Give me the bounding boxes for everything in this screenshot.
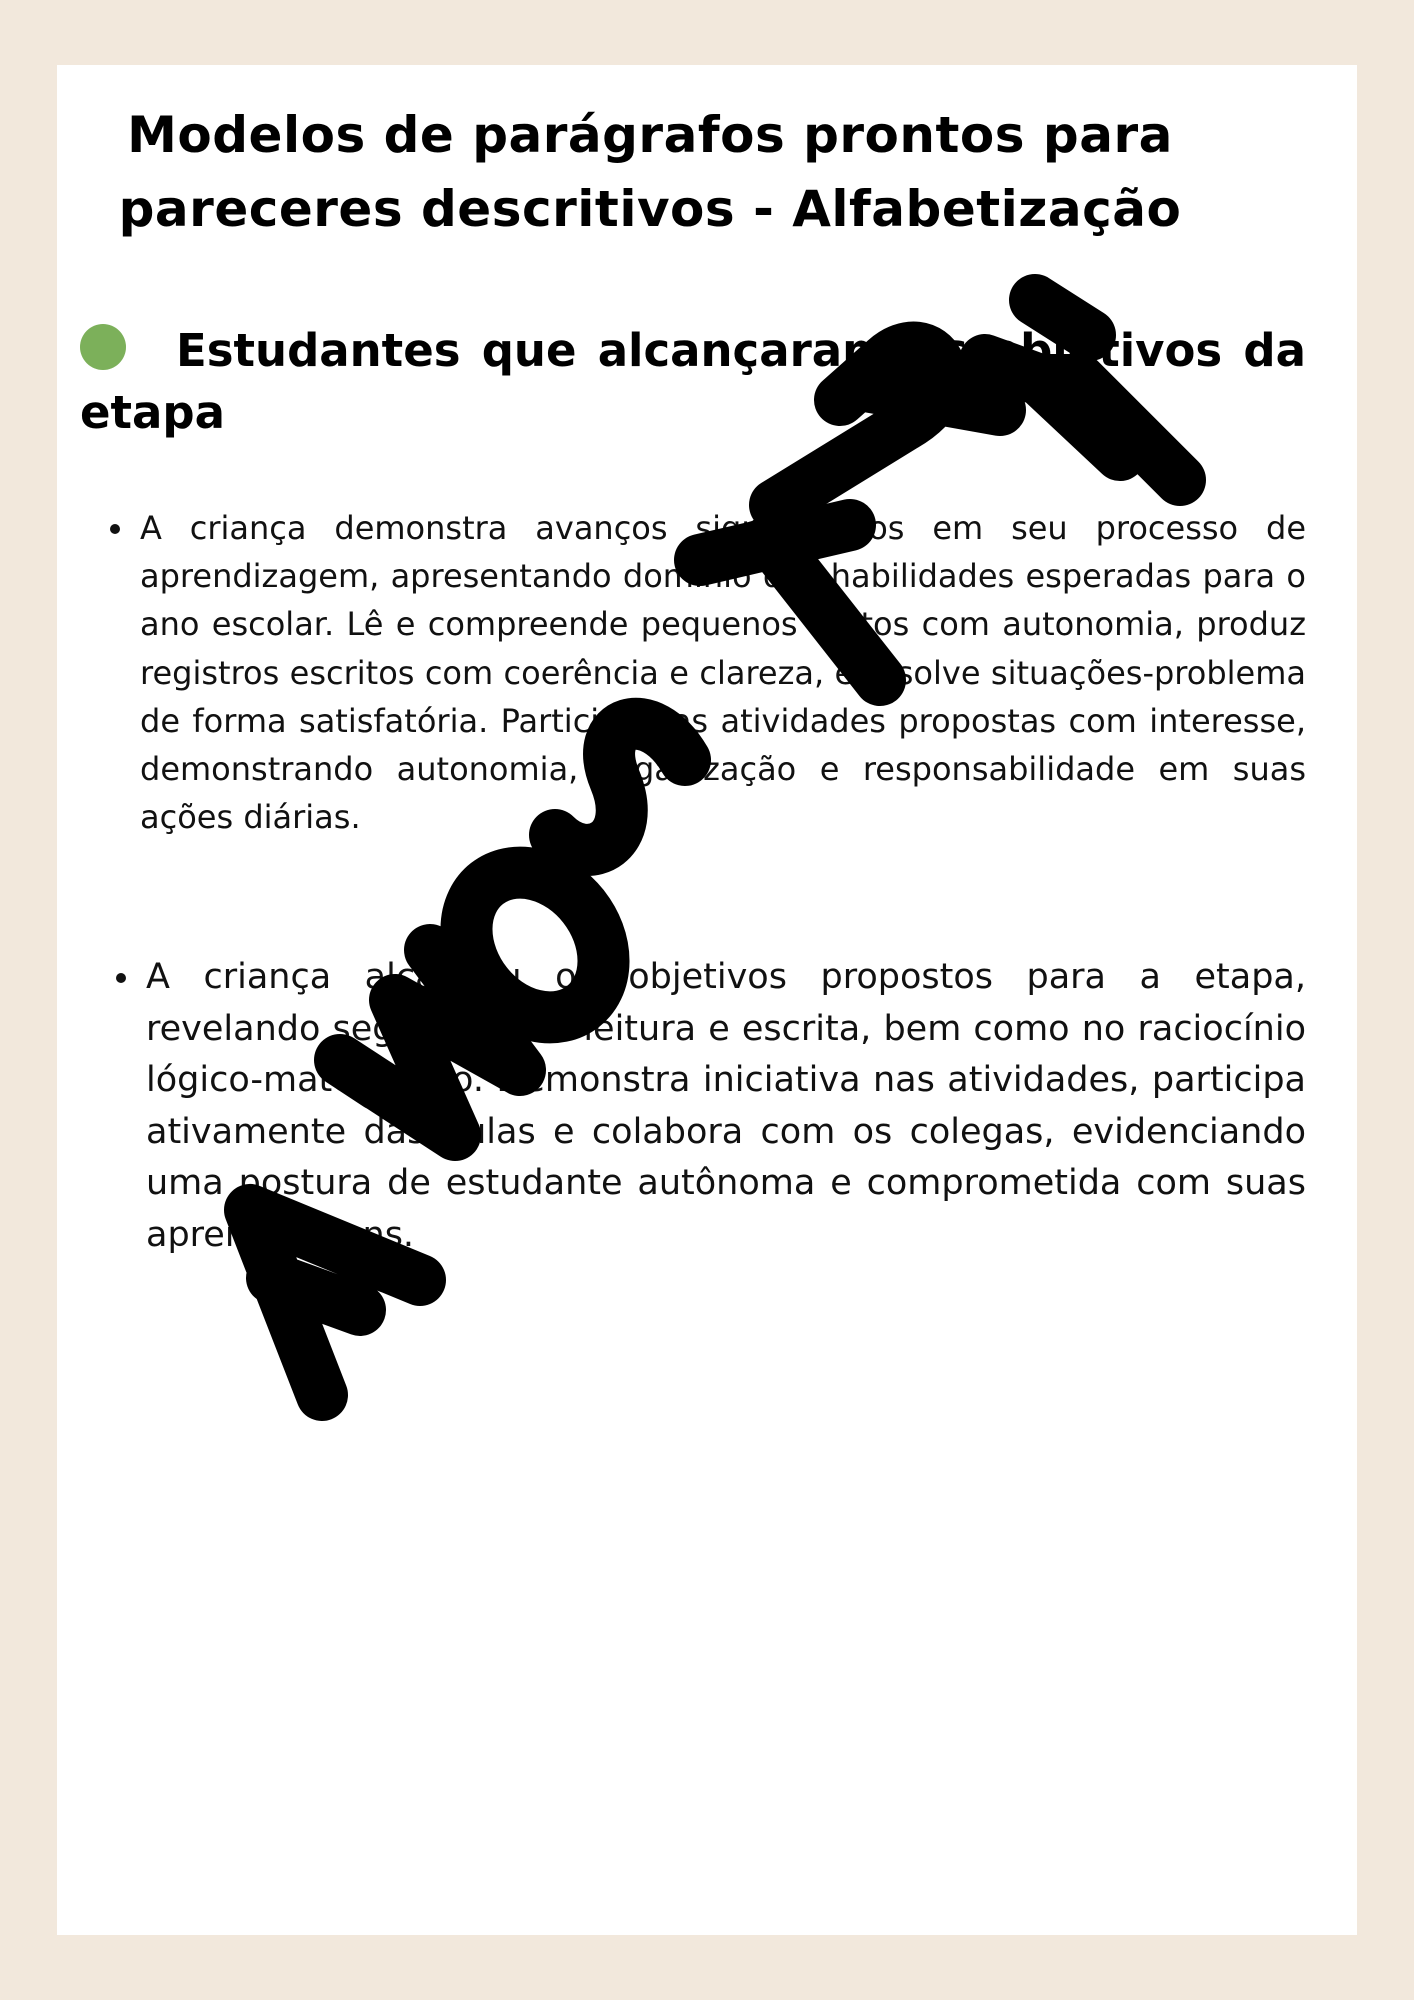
paragraph-list-1: [140, 504, 1306, 841]
bullet-icon: [110, 524, 120, 534]
bullet-icon: [116, 973, 126, 983]
paragraph-list-2: [146, 952, 1306, 1262]
paragraph-text: A criança demonstra avanços significativos em seu processo de aprendizagem, apresentando domínio das habilidades esperadas para o ano escolar. Lê e compreende pequenos textos com autonomia, produz registros escritos com coerência e clareza, e resolve situações-problema de forma satisfatória. Participa das atividades propostas com interesse, demonstrando autonomia, organização e responsabilidade em suas ações diárias.: [140, 509, 1306, 837]
list-item: [140, 504, 1306, 841]
document-title: [100, 98, 1200, 246]
section-heading: [80, 320, 1306, 444]
paragraph-text: A criança alcançou os objetivos propostos para a etapa, revelando segurança na leitura e escrita, bem como no raciocínio lógico-matemático. Demonstra iniciativa nas atividades, participa ativamente das aulas e colabora com os colegas, evidenciando uma postura de estudante autônoma e comprometida com suas aprendizagens.: [146, 957, 1306, 1255]
section-heading-text: Estudantes que alcançaram os objetivos da etapa: [80, 324, 1306, 439]
document-title-line-1: Modelos de parágrafos prontos para: [127, 106, 1173, 164]
green-circle-icon: [80, 324, 126, 370]
document-title-line-2: pareceres descritivos - Alfabetização: [118, 180, 1182, 238]
list-item: [146, 952, 1306, 1262]
